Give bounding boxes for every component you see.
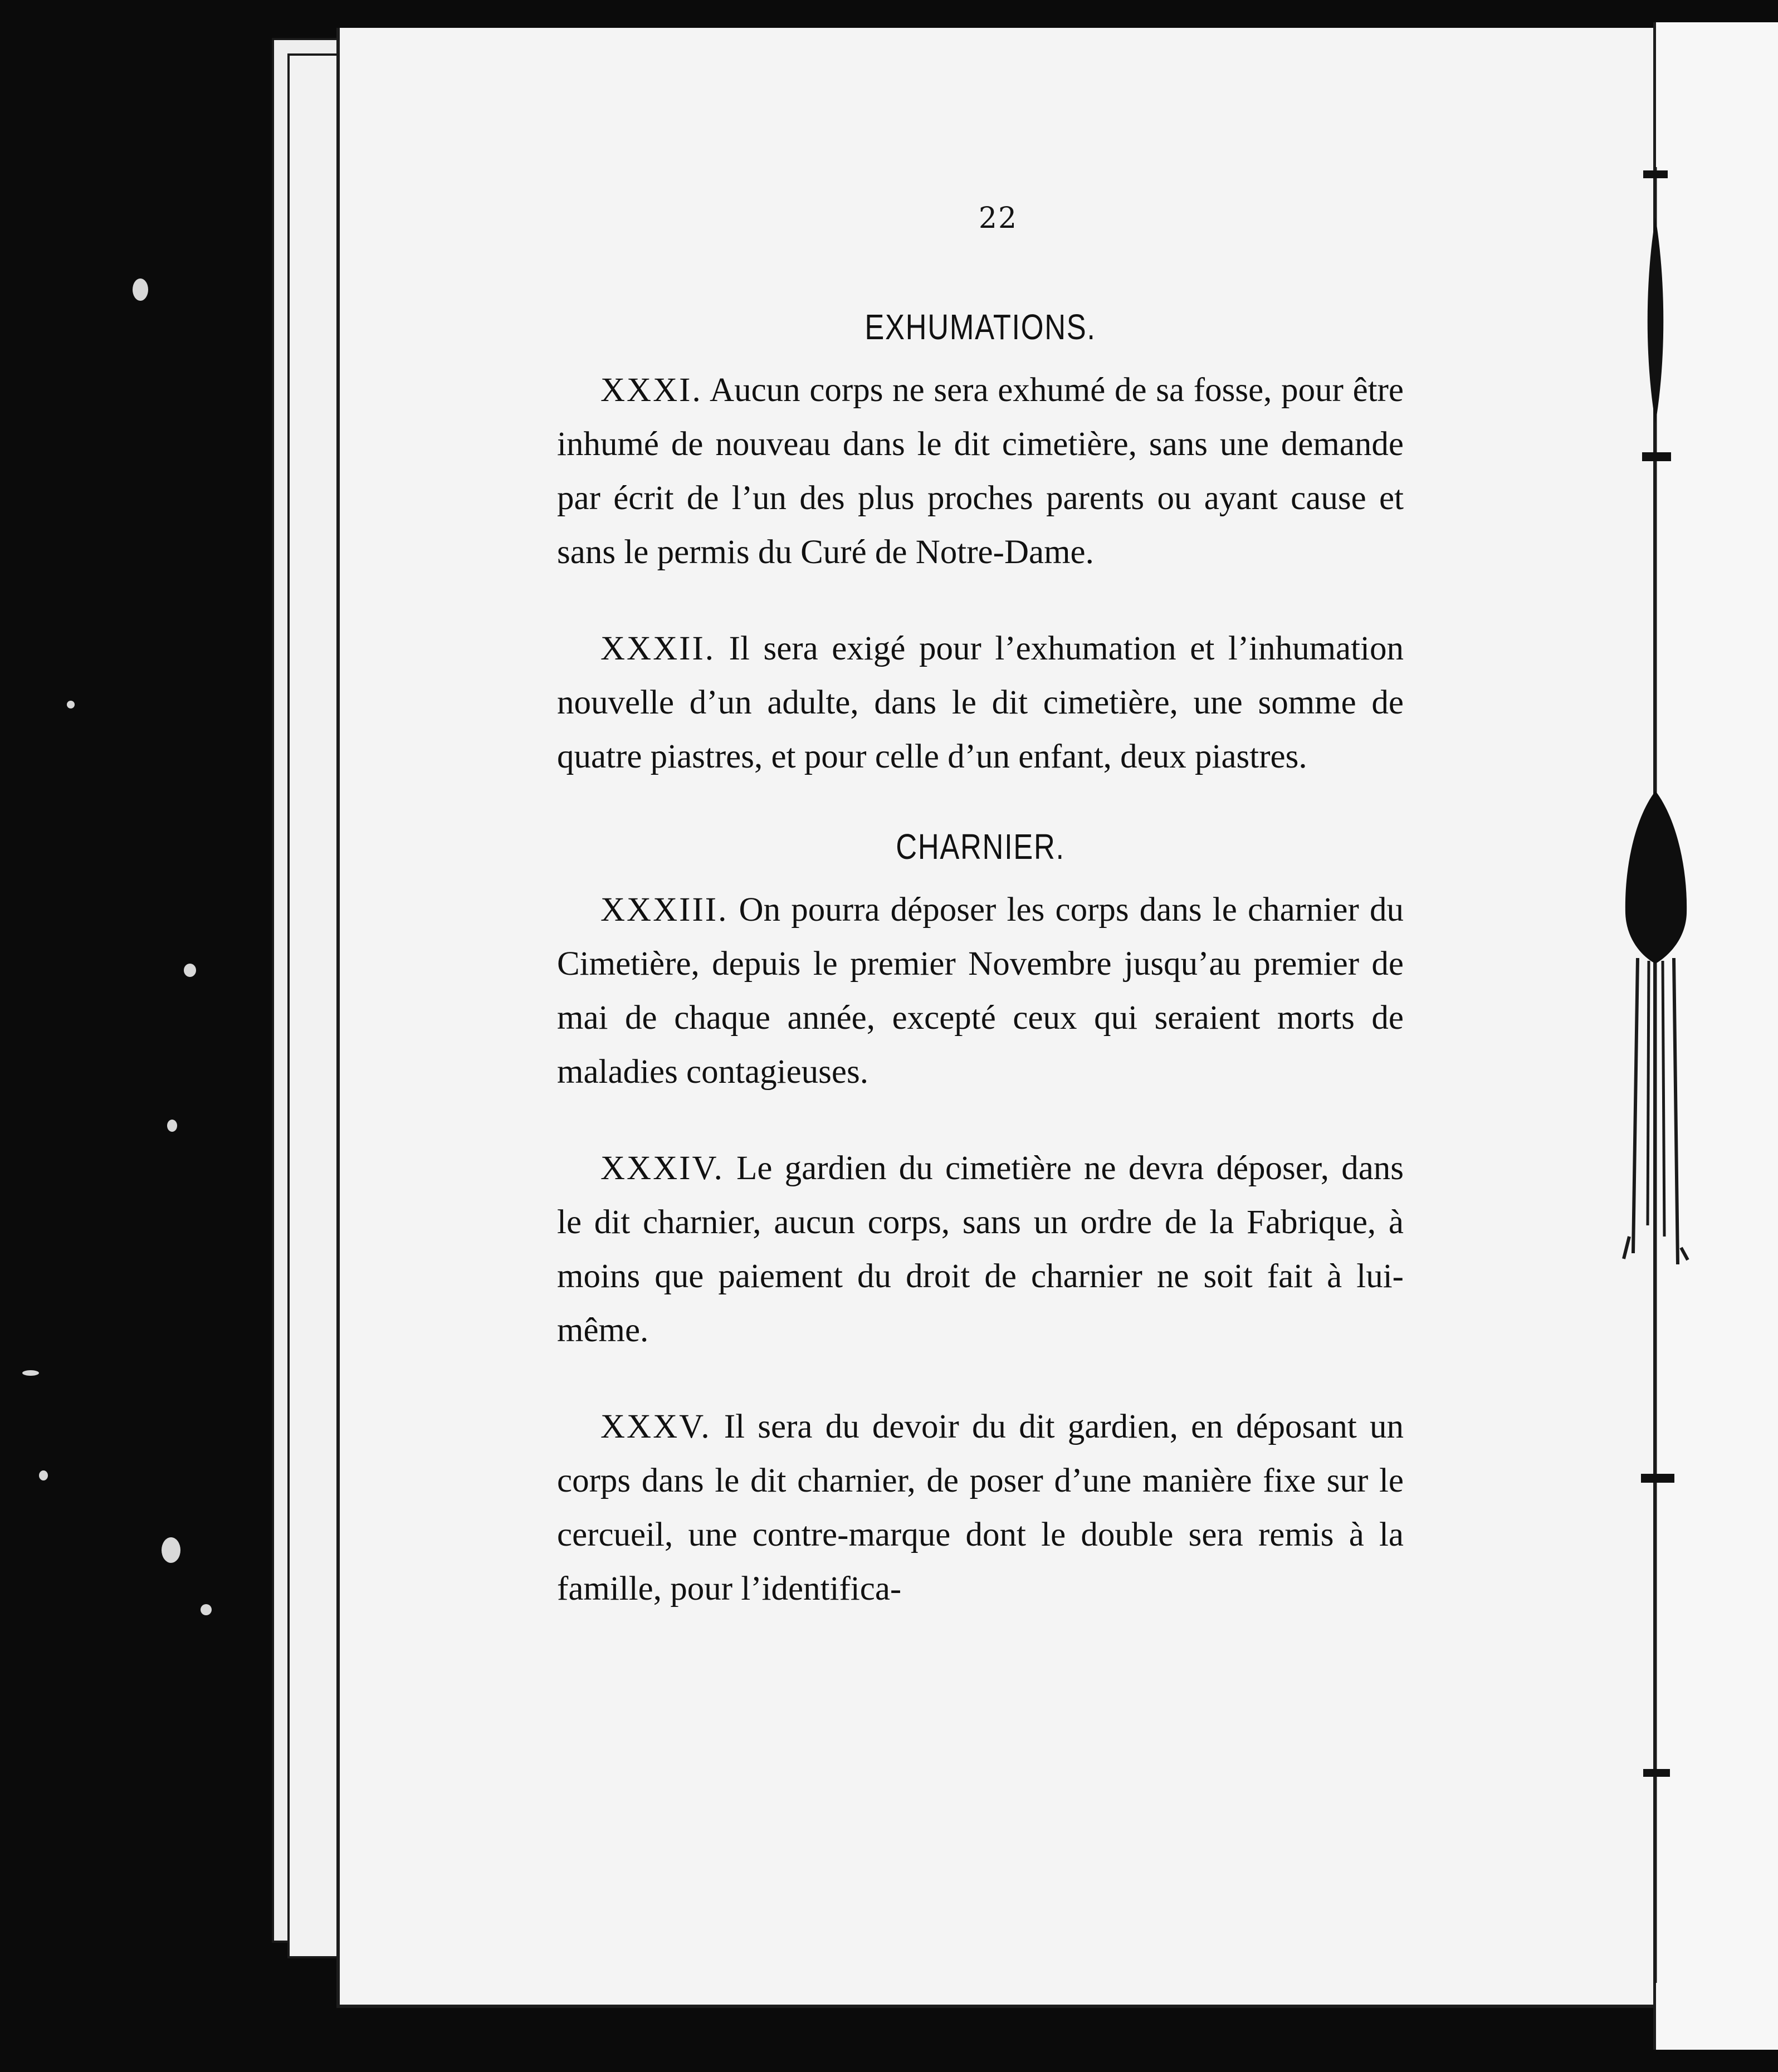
article-number: XXXII. xyxy=(600,630,716,667)
section-heading: CHARNIER. xyxy=(896,827,1065,867)
article-text: Il sera exigé pour l’exhumation et l’inhumation nouvelle d’un adulte, dans le dit cimetière, une somme de quatre piastres, et pour celle d’un enfant, deux piastres. xyxy=(557,630,1404,775)
article-number: XXXI. xyxy=(600,372,702,409)
article-text: Il sera du devoir du dit gardien, en déposant un corps dans le dit charnier, de poser d’une manière fixe sur le cercueil, une contre-marque dont le double sera remis à la famille, pour l’identifica- xyxy=(557,1408,1404,1607)
article-number: XXXIII. xyxy=(600,891,729,929)
article-text: Le gardien du cimetière ne devra déposer, dans le dit charnier, aucun corps, sans un ordre de la Fabrique, à moins que paiement du droit de charnier ne soit fait à lui-même. xyxy=(557,1150,1404,1349)
article-number: XXXV. xyxy=(600,1408,711,1445)
section-heading: EXHUMATIONS. xyxy=(864,307,1096,347)
page-number: 22 xyxy=(978,202,1018,235)
article-text: On pourra déposer les corps dans le charnier du Cimetière, depuis le premier Novembre jusqu’au premier de mai de chaque année, excepté ceux qui seraient morts de maladies contagieuses. xyxy=(557,891,1404,1091)
article-text: Aucun corps ne sera exhumé de sa fosse, pour être inhumé de nouveau dans le dit cimetière, sans une demande par écrit de l’un des plus proches parents ou ayant cause et sans le permis du Curé de Notre-Dame. xyxy=(557,372,1404,571)
article-number: XXXIV. xyxy=(600,1150,724,1187)
